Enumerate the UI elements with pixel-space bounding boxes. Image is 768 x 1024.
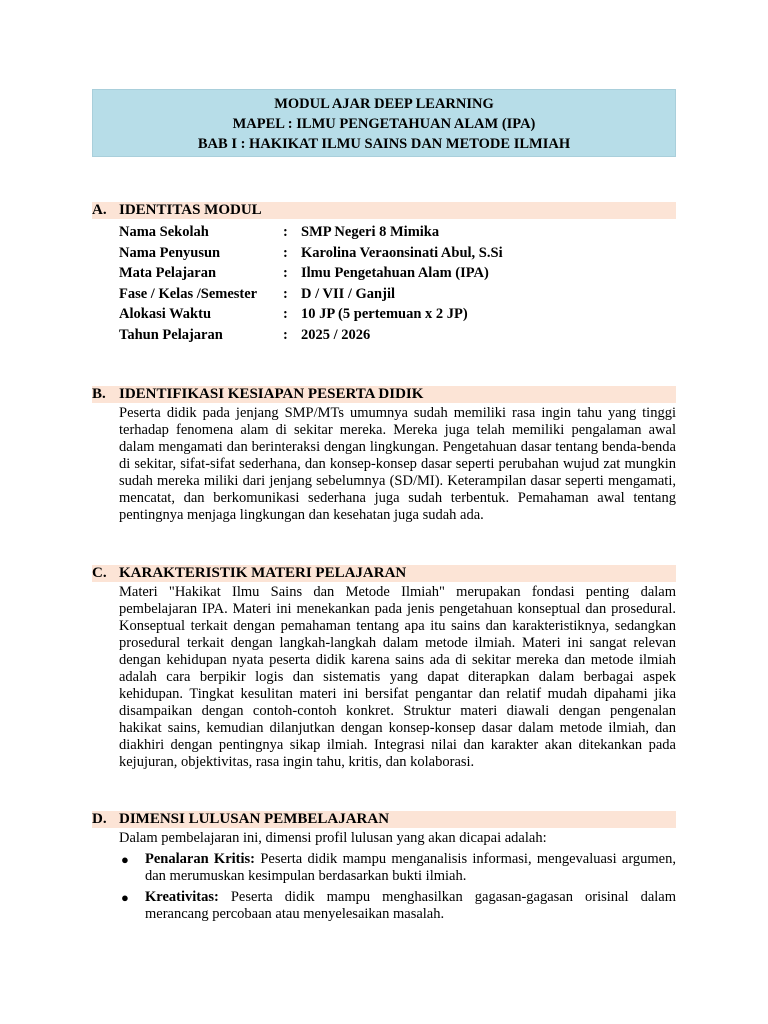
identity-table bbox=[119, 222, 676, 345]
section-identitas-modul bbox=[92, 202, 676, 345]
identity-row bbox=[119, 263, 676, 284]
identity-colon: : bbox=[283, 244, 288, 261]
section-dimensi-lulusan bbox=[92, 811, 676, 927]
identity-value: 10 JP (5 pertemuan x 2 JP) bbox=[301, 306, 468, 322]
section-a-heading bbox=[92, 202, 676, 219]
module-title-line-3: BAB I : HAKIKAT ILMU SAINS DAN METODE ILMIAH bbox=[197, 136, 571, 152]
list-item bbox=[92, 851, 676, 885]
section-b-heading bbox=[92, 386, 676, 403]
section-c-heading bbox=[92, 565, 676, 582]
identity-colon: : bbox=[283, 224, 288, 240]
list-item bbox=[92, 889, 676, 923]
identity-value: SMP Negeri 8 Mimika bbox=[301, 224, 440, 240]
identity-label: Alokasi Waktu bbox=[119, 306, 212, 322]
section-c-title: KARAKTERISTIK MATERI PELAJARAN bbox=[119, 565, 407, 581]
identity-label: Mata Pelajaran bbox=[119, 265, 217, 281]
identity-row bbox=[119, 243, 676, 264]
dimension-term: Kreativitas: bbox=[145, 889, 219, 905]
dimension-description: Peserta didik mampu menganalisis informasi, mengevaluasi argumen, dan merumuskan kesimpulan berdasarkan bukti ilmiah. bbox=[145, 851, 676, 884]
section-kesiapan-peserta-didik bbox=[92, 386, 676, 524]
identity-row bbox=[119, 284, 676, 305]
section-c-paragraph: Materi "Hakikat Ilmu Sains dan Metode Ilmiah" merupakan fondasi penting dalam pembelajaran IPA. Materi ini menekankan pada jenis pengetahuan konseptual dan prosedural. Konseptual terkait dengan pemahaman tentang apa itu sains dan karakteristiknya, sedangkan prosedural terkait dengan langkah-langkah dalam metode ilmiah. Materi ini sangat relevan dengan kehidupan nyata peserta didik karena sains ada di sekitar mereka dan metode ilmiah adalah cara berpikir logis dan sistematis yang dapat diterapkan dalam berbagai aspek kehidupan. Tingkat kesulitan materi ini bersifat pengantar dan relatif mudah dipahami jika disampaikan dengan contoh-contoh konkret. Struktur materi diawali dengan pengenalan hakikat sains, kemudian dilanjutkan dengan konsep-konsep dasar dalam metode ilmiah, dan diakhiri dengan pentingnya sikap ilmiah. Integrasi nilai dan karakter akan ditekankan pada kejujuran, objektivitas, rasa ingin tahu, kritis, dan kolaborasi. bbox=[119, 584, 676, 770]
section-a-title: IDENTITAS MODUL bbox=[119, 202, 262, 218]
identity-row bbox=[119, 325, 676, 346]
identity-row bbox=[119, 304, 676, 325]
identity-colon: : bbox=[283, 326, 288, 343]
identity-label: Nama Penyusun bbox=[119, 244, 221, 261]
identity-label: Fase / Kelas /Semester bbox=[119, 285, 258, 302]
section-b-title: IDENTIFIKASI KESIAPAN PESERTA DIDIK bbox=[119, 386, 424, 402]
section-c-letter: C. bbox=[92, 565, 107, 581]
section-karakteristik-materi bbox=[92, 565, 676, 771]
identity-label: Nama Sekolah bbox=[119, 224, 209, 240]
module-title-line-2: MAPEL : ILMU PENGETAHUAN ALAM (IPA) bbox=[232, 116, 536, 132]
module-title-line-1: MODUL AJAR DEEP LEARNING bbox=[274, 96, 494, 112]
section-b-paragraph: Peserta didik pada jenjang SMP/MTs umumnya sudah memiliki rasa ingin tahu yang tinggi terhadap fenomena alam di sekitar mereka. Mereka juga telah memiliki pengalaman awal dalam mengamati dan berinteraksi dengan lingkungan. Pengetahuan dasar tentang benda-benda di sekitar, sifat-sifat sederhana, dan konsep-konsep dasar seperti perubahan wujud zat mungkin sudah mereka miliki dari jenjang sebelumnya (SD/MI). Keterampilan dasar seperti mengamati, mencatat, dan berkomunikasi sederhana juga sudah terbentuk. Pemahaman awal tentang pentingnya menjaga lingkungan dan kesehatan juga sudah ada. bbox=[119, 405, 676, 523]
section-b-letter: B. bbox=[92, 386, 106, 402]
identity-colon: : bbox=[283, 265, 288, 281]
module-title-box bbox=[92, 89, 676, 157]
section-a-letter: A. bbox=[92, 202, 107, 218]
section-d-letter: D. bbox=[92, 811, 107, 827]
identity-value: Ilmu Pengetahuan Alam (IPA) bbox=[301, 265, 489, 281]
identity-label: Tahun Pelajaran bbox=[119, 326, 223, 343]
section-d-title: DIMENSI LULUSAN PEMBELAJARAN bbox=[119, 811, 390, 827]
bullet-icon: ● bbox=[121, 852, 129, 867]
identity-value: Karolina Veraonsinati Abul, S.Si bbox=[301, 244, 503, 261]
profile-dimension-list bbox=[92, 851, 676, 923]
identity-colon: : bbox=[283, 306, 288, 322]
section-d-intro: Dalam pembelajaran ini, dimensi profil lulusan yang akan dicapai adalah: bbox=[119, 830, 547, 846]
identity-value: D / VII / Ganjil bbox=[301, 285, 396, 302]
identity-colon: : bbox=[283, 285, 288, 302]
identity-row bbox=[119, 222, 676, 243]
section-d-heading bbox=[92, 811, 676, 828]
identity-value: 2025 / 2026 bbox=[301, 326, 371, 343]
dimension-description: Peserta didik mampu menghasilkan gagasan-gagasan orisinal dalam merancang percobaan atau menyelesaikan masalah. bbox=[145, 889, 676, 922]
dimension-term: Penalaran Kritis: bbox=[145, 851, 256, 867]
bullet-icon: ● bbox=[121, 890, 129, 905]
